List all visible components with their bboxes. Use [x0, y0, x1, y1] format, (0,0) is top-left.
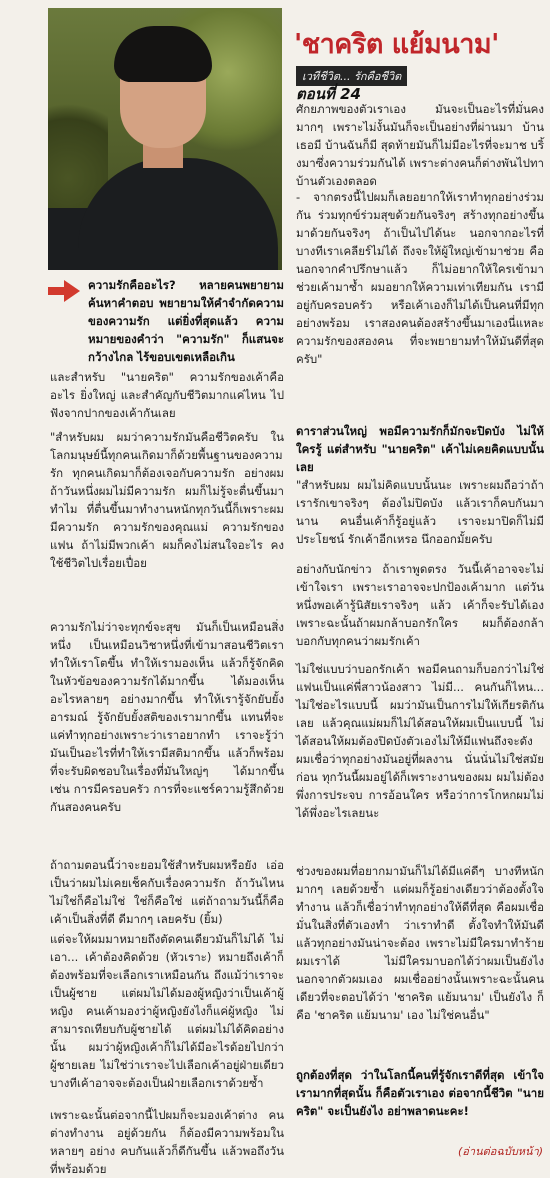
- arrow-head-icon: [64, 280, 80, 302]
- portrait-photo: [48, 8, 282, 270]
- right-paragraph-7: ช่วงของผมที่อยากมามันก็ไม่ได้มีแค่ดีๆ บางทีหนักมากๆ เลยด้วยซ้ำ แต่ผมก็รู้อย่างเดียวว่าต้องตั้งใจทำงาน แล้วก็เชื่อว่าทำทุกอย่างให้ดีที่สุด คือผมเชื่อมั่นในสิ่งที่ตัวเองทำ ว่าเราทำดี ตั้งใจทำให้มันดี แล้วทุกอย่างมันน่าจะต้อง เพราะไม่มีใครมาทำร้ายผมเราได้ ไม่มีใครมาบอกได้ว่าผมเป็นยังไง นอกจากตัวผมเอง ผมเชื่ออย่างนั้นเพราะฉะนั้นคนเดียวที่จะตอบได้ว่า 'ชาคริต แย้มนาม' เป็นยังไง ก็คือ 'ชาคริต แย้มนาม' เอง ไม่ใช่คนอื่น": [296, 864, 544, 1022]
- intro-caption: ความรักคืออะไร? หลายคนพยายามค้นหาคำตอบ พยายามให้คำจำกัดความของความรัก แต่ยิ่งที่สุดแล้ว ความหมายของคำว่า "ความรัก" ก็แสนจะกว้างไกล ไร้ขอบเขตเหลือเกิน: [88, 278, 284, 364]
- left-paragraph-2: "สำหรับผม ผมว่าความรักมันคือชีวิตครับ ในโลกมนุษย์นี้ทุกคนเกิดมาก็ด้วยพื้นฐานของความรัก ทุกคนเกิดมาก็ต้องเจอกับความรัก อย่างผม ถ้าวันหนึ่งผมไม่มีความรัก ผมก็ไม่รู้จะตื่นขึ้นมาทำไม ที่ตื่นขึ้นมาทำงานหนักทุกวันนี้ก็เพราะผมมีความรัก ความรักของคุณแม่ ความรักของแฟน ถ้าไม่มีพวกเค้า ผมก็คงไม่สนใจอะไร คงใช้ชีวิตไปเรื่อยเปื่อย: [50, 430, 284, 570]
- right-paragraph-2: - จากตรงนี้ไปผมก็เลยอยากให้เราทำทุกอย่างร่วมกัน ร่วมทุกข์ร่วมสุขด้วยกันจริงๆ สร้างทุกอย่างขึ้นมาด้วยกันจริงๆ ถ้าเป็นไปได้นะ นอกจากอะไรที่บางทีเราเคลียร์ไม่ได้ ถึงจะให้ผู้ใหญ่เข้ามาช่วย คือนอกจากคำปรึกษาแล้ว ก็ไม่อยากให้ใครเข้ามาช่วยเค้ามาซ้ำ ผมอยากให้ความเท่าเทียมกัน เรามีอยู่กับครอบครัว หรือเค้าเองก็ไม่ได้เป็นคนที่มีทุกอย่างพร้อม เราสองคนต้องสร้างขึ้นมาเองนี่แหละ ความรักของสองคน ที่จะพยายามทำให้มันดีที่สุดครับ": [296, 190, 544, 366]
- episode-label: ตอนที่ 24: [296, 85, 361, 103]
- right-paragraph-8: ถูกต้องที่สุด ว่าในโลกนี้คนที่รู้จักเราดีที่สุด เข้าใจเรามากที่สุดนั้น ก็คือตัวเราเอง ต่อจากนี้ชีวิต "นายคริต" จะเป็นยังไง อย่าพลาดนะคะ!: [296, 1068, 544, 1118]
- photo-shirt: [78, 158, 278, 270]
- right-paragraph-6: ไม่ใช่แบบว่าบอกรักเค้า พอมีคนถามก็บอกว่าไม่ใช่แฟนเป็นแค่พี่สาวน้องสาว ไม่มี... คนกันก็ไหน... ไม่ใช่อะไรแบบนี้ ผมว่ามันเป็นการไม่ให้เกียรติกันเลย แล้วคุณแม่ผมก็ไม่ได้สอนให้ผมเป็นแบบนี้ ไม่ได้สอนให้ผมต้องปิดบังตัวเองไม่ให้มีแฟนถึงจะดัง ผมเชื่อว่าทุกอย่างมันอยู่ที่ผลงาน นั่นนั่นไม่ใช่สมัยก่อน ทุกวันนี้ผมอยู่ได้ก็เพราะงานของผม ผมไม่ต้องพึ่งการประจบ การอ้อนใคร หรือว่าการโกหกผมไม่ได้พึ่งอะไรเลยนะ: [296, 662, 544, 820]
- right-paragraph-5: อย่างกับนักข่าว ถ้าเราพูดตรง วันนี้เค้าอาจจะไม่เข้าใจเรา เพราะเราอาจจะปกป้องเค้ามาก แต่วันหนึ่งพอเค้ารู้นิสัยเราจริงๆ แล้ว เค้าก็จะรับได้เอง เพราะฉะนั้นถ้าผมกล้าบอกรักใคร ผมก็ต้องกล้าบอกกับทุกคนว่าผมรักเค้า: [296, 562, 544, 648]
- left-paragraph-3: ความรักไม่ว่าจะทุกข์จะสุข มันก็เป็นเหมือนสิ่งหนึ่ง เป็นเหมือนวิชาหนึ่งที่เข้ามาสอนชีวิตเราทำให้เราโตขึ้น ทำให้เรามองเห็น แล้วก็รู้จักคิดในหัวข้อของความรักได้มากขึ้น ได้มองเห็นอะไรหลายๆ อย่างมากขึ้น ทำให้เรารู้จักยับยั้งอารมณ์ รู้จักยับยั้งสติของเรามากขึ้น แทนที่จะแค่ทำทุกอย่างเพราะว่าเราอยากทำ เราจะรู้ว่า มันเป็นอะไรที่ทำให้เรามีสติมากขึ้น แล้วก็พร้อมที่จะรับผิดชอบในเรื่องที่มันใหญ่ๆ ได้มากขึ้น เช่น การมีครอบครัว การที่จะแชร์ความรู้สึกด้วยกันสองคนครับ: [50, 620, 284, 814]
- column-tag: เวทีชีวิต... รักคือชีวิต: [296, 66, 407, 86]
- left-paragraph-1: และสำหรับ "นายคริต" ความรักของเค้าคือ อะไร ยิ่งใหญ่ และสำคัญกับชีวิตมากแค่ไหน ไปฟังจากปากของเค้ากันเลย: [50, 370, 284, 420]
- left-paragraph-5: แต่จะให้ผมมาหมายถึงตัดคนเดียวมันก็ไม่ได้ ไม่เอา... เค้าต้องคิดด้วย (หัวเราะ) หมายถึงเค้าก็ต้องพร้อมที่จะเลือกเราเหมือนกัน ถึงแม้ว่าเราจะเป็นผู้ชาย แต่ผมไม่ได้มองผู้หญิงว่าเป็นเค้าผู้หญิง คนเค้ามองว่าผู้หญิงยังไงก็แค่ผู้หญิง ไม่สามารถเทียบกับผู้ชายได้ แต่ผมไม่ได้คิดอย่างนั้น ผมว่าผู้หญิงเค้าก็ไม่ได้มีอะไรด้อยไปกว่าผู้ชายเลย ไม่ใช่ว่าเราจะไปเลือกเค้าอยู่ฝ่ายเดียว บางทีเค้าอาจจะต้องเป็นฝ่ายเลือกเราด้วยซ้ำ: [50, 932, 284, 1090]
- continued-note: (อ่านต่อฉบับหน้า): [458, 1145, 544, 1158]
- left-paragraph-4: ถ้าถามตอนนี้ว่าจะยอมใช้สำหรับผมหรือยัง เอ่อ เป็นว่าผมไม่เคยเช็คกับเรื่องความรัก ถ้าวันไหนไม่ใช่ก็คือไม่ใช่ ใช่ก็คือใช่ แต่ถ้าถามวันนี้ก็คือ เค้าเป็นสิ่งที่ดี ดีมากๆ เลยครับ (ยิ้ม): [50, 858, 284, 926]
- left-paragraph-6: เพราะฉะนั้นต่อจากนี้ไปผมก็จะมองเค้าต่าง คนต่างทำงาน อยู่ด้วยกัน ก็ต้องมีความพร้อมในหลายๆ อย่าง คบกันแล้วก็ดีกันขึ้น แล้วพอถึงวันที่พร้อมด้วย: [50, 1108, 284, 1176]
- right-paragraph-4: "สำหรับผม ผมไม่คิดแบบนั้นนะ เพราะผมถือว่าถ้าเรารักเขาจริงๆ ต้องไม่ปิดบัง แล้วเราก็คบกันมานาน คนอื่นเค้าก็รู้อยู่แล้ว เราจะมาปิดก็ไม่มีประโยชน์ รักเค้าอีกเหรอ นึกออกมั้ยครับ: [296, 478, 544, 546]
- right-paragraph-3: ดาราส่วนใหญ่ พอมีความรักก็มักจะปิดบัง ไม่ให้ใครรู้ แต่สำหรับ "นายคริต" เค้าไม่เคยคิดแบบนั้นเลย: [296, 424, 544, 474]
- right-paragraph-1: ศักยภาพของตัวเราเอง มันจะเป็นอะไรที่มั่นคงมากๆ เพราะไม่งั้นมันก็จะเป็นอย่างที่ผ่านมา บ้านเธอมี บ้านฉันก็มี สุดท้ายมันก็ไม่มีอะไรที่จะมาช บริ้งมาซึ่งความร่วมกันได้ เพราะต่างคนก็ต่างพันไปทาบ้านตัวเองตลอด: [296, 102, 544, 188]
- article-title: 'ชาคริต แย้มนาม': [294, 29, 499, 60]
- photo-hair: [114, 26, 212, 82]
